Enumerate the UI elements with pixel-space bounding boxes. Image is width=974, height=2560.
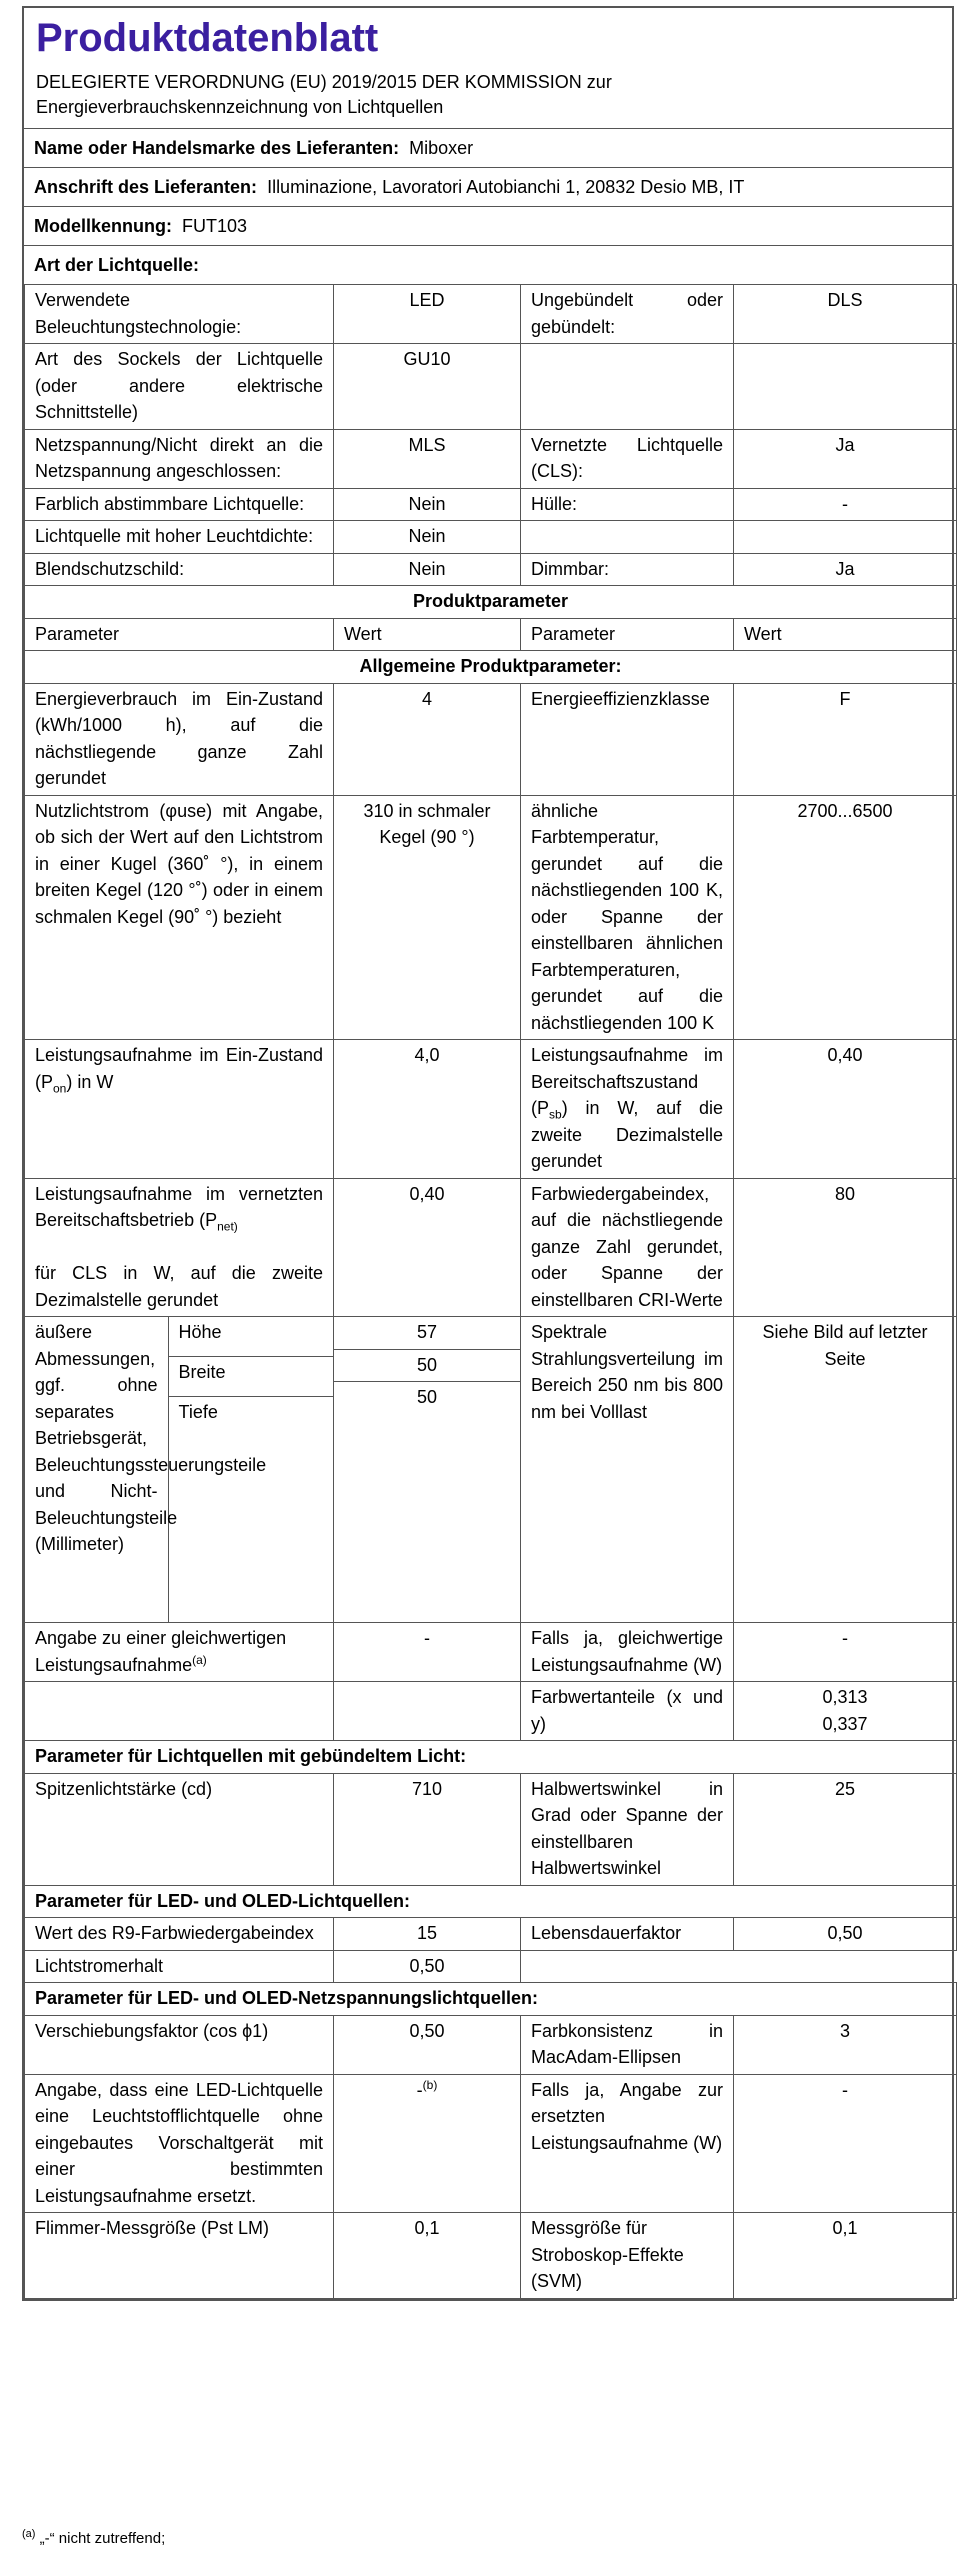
depth-label: Tiefe <box>178 1402 218 1422</box>
param-label: Energieeffizienzklasse <box>521 683 734 795</box>
supplier-address-row <box>24 168 952 207</box>
table-row <box>25 521 957 554</box>
param-label: Art des Sockels der Lichtquelle (oder andere elektrische Schnittstelle) <box>25 344 334 430</box>
param-label: Wert des R9-Farbwiedergabeindex <box>25 1918 334 1951</box>
table-row <box>25 683 957 795</box>
param-value: GU10 <box>334 344 521 430</box>
subtitle-line-1: DELEGIERTE VERORDNUNG (EU) 2019/2015 DER KOMMISSION zur <box>36 72 612 92</box>
dimensions-label: äußere Abmessungen, ggf. ohne separates Betriebsgerät, Beleuchtungssteuerungsteile und Nicht-Beleuchtungsteile (Millimeter) <box>25 1317 168 1622</box>
param-value: Nein <box>334 488 521 521</box>
param-value: F <box>734 683 957 795</box>
param-value: 15 <box>334 1918 521 1951</box>
width-label: Breite <box>168 1356 334 1396</box>
model-row <box>24 207 952 246</box>
light-source-heading: Art der Lichtquelle: <box>34 255 200 275</box>
footnote-text: „-“ nicht zutreffend; <box>39 2530 166 2547</box>
height-label: Höhe <box>168 1317 334 1356</box>
table-row <box>25 2074 957 2213</box>
depth-value: 50 <box>416 1387 438 1407</box>
table-row <box>25 1682 957 1741</box>
table-row <box>25 1918 957 1951</box>
footnote-marker: (a) <box>22 2528 36 2540</box>
table-row <box>25 285 957 344</box>
table-row <box>25 2015 957 2074</box>
param-label: Halbwertswinkel in Grad oder Spanne der einstellbaren Halbwertswinkel <box>521 1773 734 1885</box>
param-label: ähnliche Farbtemperatur, gerundet auf die nächstliegenden 100 K, oder Spanne der einstellbaren ähnlichen Farbtemperaturen, gerundet auf die nächstliegenden 100 K <box>521 795 734 1040</box>
param-value: 0,313 0,337 <box>734 1682 957 1741</box>
table-row <box>25 1040 957 1179</box>
column-header: Parameter <box>521 618 734 651</box>
page-title: Produktdatenblatt <box>36 16 379 60</box>
supplier-name-label: Name oder Handelsmarke des Lieferanten: <box>34 138 400 158</box>
table-row <box>25 795 957 1040</box>
param-label: Falls ja, gleichwertige Leistungsaufnahme (W) <box>521 1623 734 1682</box>
column-header-row <box>25 618 957 651</box>
param-label: Leistungsaufnahme im Bereitschaftszustand $(P_{sb})$ in W, auf die zweite Dezimalstelle gerundet <box>521 1040 734 1179</box>
param-value: 3 <box>734 2015 957 2074</box>
height-value: 57 <box>334 1317 520 1350</box>
param-value: Siehe Bild auf letzter Seite <box>734 1317 957 1623</box>
column-header: Parameter <box>25 618 334 651</box>
table-row <box>25 429 957 488</box>
param-label: Lichtstromerhalt <box>25 1950 334 1983</box>
param-label <box>521 521 734 554</box>
param-value: 0,1 <box>334 2213 521 2299</box>
param-label: Angabe, dass eine LED-Lichtquelle eine Leuchtstofflichtquelle ohne eingebautes Vorschaltgerät mit einer bestimmten Leistungsaufnahme ersetzt. <box>25 2074 334 2213</box>
table-row <box>25 1178 957 1317</box>
param-value: -$^{(b)}$ <box>334 2074 521 2213</box>
param-label: Lichtquelle mit hoher Leuchtdichte: <box>25 521 334 554</box>
column-header: Wert <box>334 618 521 651</box>
column-header: Wert <box>734 618 957 651</box>
table-row <box>25 1317 957 1623</box>
param-label: Ungebündelt oder gebündelt: <box>521 285 734 344</box>
param-value: 310 in schmaler Kegel (90 °) <box>334 795 521 1040</box>
param-value: LED <box>334 285 521 344</box>
title-block <box>24 8 952 129</box>
param-value: - <box>734 1623 957 1682</box>
sheet-frame <box>22 6 954 2301</box>
param-label: Dimmbar: <box>521 553 734 586</box>
supplier-name-row <box>24 129 952 168</box>
param-value: 0,40 <box>334 1178 521 1317</box>
param-value: Ja <box>734 429 957 488</box>
table-row <box>25 2213 957 2299</box>
param-value: 710 <box>334 1773 521 1885</box>
param-value: MLS <box>334 429 521 488</box>
param-label: Flimmer-Messgröße (Pst LM) <box>25 2213 334 2299</box>
param-value: 0,40 <box>734 1040 957 1179</box>
param-value: 4,0 <box>334 1040 521 1179</box>
param-label: Leistungsaufnahme im vernetzten Bereitschaftsbetrieb ($P_{net)}$ für CLS in W, auf die zweite Dezimalstelle gerundet <box>25 1178 334 1317</box>
dimensions-cell <box>25 1317 334 1623</box>
param-value <box>734 521 957 554</box>
param-value <box>734 344 957 430</box>
model-label: Modellkennung: <box>34 216 172 236</box>
table-row <box>25 1623 957 1682</box>
table-row <box>25 553 957 586</box>
param-label: Energieverbrauch im Ein-Zustand (kWh/1000 h), auf die nächstliegende ganze Zahl gerundet <box>25 683 334 795</box>
param-label: Farbkonsistenz in MacAdam-Ellipsen <box>521 2015 734 2074</box>
param-value: 0,50 <box>334 1950 521 1983</box>
param-label: Angabe zu einer gleichwertigen Leistungsaufnahme$^{(a)}$ <box>25 1623 334 1682</box>
param-value: - <box>334 1623 521 1682</box>
param-label: Nutzlichtstrom (φuse) mit Angabe, ob sich der Wert auf den Lichtstrom in einer Kugel (360˚ °), in einem breiten Kegel (120 °˚) oder in einem schmalen Kegel (90˚ °) bezieht <box>25 795 334 1040</box>
supplier-name-value: Miboxer <box>409 138 474 158</box>
table-row <box>25 1773 957 1885</box>
param-label: Farblich abstimmbare Lichtquelle: <box>25 488 334 521</box>
param-label: Vernetzte Lichtquelle (CLS): <box>521 429 734 488</box>
param-label: Falls ja, Angabe zur ersetzten Leistungsaufnahme (W) <box>521 2074 734 2213</box>
param-value: Ja <box>734 553 957 586</box>
param-label: Spektrale Strahlungsverteilung im Bereich 250 nm bis 800 nm bei Volllast <box>521 1317 734 1623</box>
param-value: 25 <box>734 1773 957 1885</box>
section-heading: Parameter für LED- und OLED-Lichtquellen: <box>25 1885 957 1918</box>
section-heading: Produktparameter <box>25 586 957 619</box>
table-row <box>25 344 957 430</box>
param-label: Lebensdauerfaktor <box>521 1918 734 1951</box>
model-value: FUT103 <box>182 216 248 236</box>
param-value: 0,50 <box>734 1918 957 1951</box>
param-label: Farbwertanteile (x und y) <box>521 1682 734 1741</box>
supplier-address-value: Illuminazione, Lavoratori Autobianchi 1, 20832 Desio MB, IT <box>267 177 745 197</box>
section-heading: Parameter für LED- und OLED-Netzspannungslichtquellen: <box>25 1983 957 2016</box>
param-value: DLS <box>734 285 957 344</box>
param-label: Hülle: <box>521 488 734 521</box>
param-label: Farbwiedergabeindex, auf die nächstliegende ganze Zahl gerundet, oder Spanne der einstellbaren CRI-Werte <box>521 1178 734 1317</box>
param-label: Blendschutzschild: <box>25 553 334 586</box>
table-row <box>25 488 957 521</box>
param-value: 0,50 <box>334 2015 521 2074</box>
param-value: 80 <box>734 1178 957 1317</box>
param-value: 0,1 <box>734 2213 957 2299</box>
param-label: Spitzenlichtstärke (cd) <box>25 1773 334 1885</box>
param-value: 4 <box>334 683 521 795</box>
section-heading: Parameter für Lichtquellen mit gebündeltem Licht: <box>25 1741 957 1774</box>
table-row <box>25 1950 957 1983</box>
param-label: Verwendete Beleuchtungstechnologie: <box>25 285 334 344</box>
dimensions-subtable <box>25 1317 334 1622</box>
param-label: Verschiebungsfaktor (cos ϕ1) <box>25 2015 334 2074</box>
param-label: Leistungsaufnahme im Ein-Zustand $(P_{on})$ in W <box>25 1040 334 1179</box>
param-value: Nein <box>334 553 521 586</box>
regulation-subtitle <box>36 70 940 120</box>
param-value: - <box>734 2074 957 2213</box>
param-value: 2700...6500 <box>734 795 957 1040</box>
param-value: Nein <box>334 521 521 554</box>
width-value: 50 <box>334 1350 520 1383</box>
light-source-table <box>24 284 957 2299</box>
section-heading: Allgemeine Produktparameter: <box>25 651 957 684</box>
footnote <box>22 2530 165 2547</box>
product-data-sheet <box>22 6 954 2301</box>
param-label: Netzspannung/Nicht direkt an die Netzspannung angeschlossen: <box>25 429 334 488</box>
dimensions-values <box>334 1317 521 1623</box>
param-label <box>521 344 734 430</box>
subtitle-line-2: Energieverbrauchskennzeichnung von Lichtquellen <box>36 97 444 117</box>
supplier-address-label: Anschrift des Lieferanten: <box>34 177 258 197</box>
param-label: Messgröße für Stroboskop-Effekte (SVM) <box>521 2213 734 2299</box>
param-value: - <box>734 488 957 521</box>
